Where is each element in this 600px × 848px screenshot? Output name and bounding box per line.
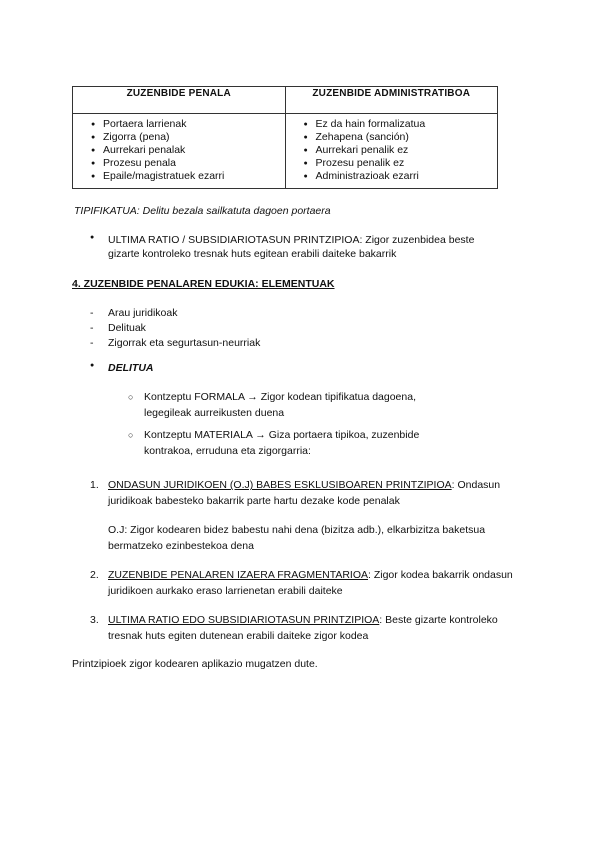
principles-list — [72, 477, 528, 644]
penala-list — [77, 118, 279, 183]
delitua-title: DELITUA — [108, 361, 154, 374]
list-item: - Zigorrak eta segurtasun-neurriak — [72, 336, 528, 351]
table-body-row — [73, 114, 498, 189]
elements-list — [72, 306, 528, 351]
list-item — [72, 427, 464, 459]
list-item: - Arau juridikoak — [72, 306, 528, 321]
item-number: 2. — [90, 569, 99, 582]
item-number: 1. — [90, 479, 99, 492]
list-item: ● Aurrekari penalik ez — [290, 144, 492, 157]
comparison-table — [72, 86, 498, 189]
document-page — [72, 86, 528, 672]
ultima-ratio-text: ULTIMA RATIO / SUBSIDIARIOTASUN PRINTZIPIOA: Zigor zuzenbidea beste gizarte kontroleko tresnak huts egitean erabili daiteke bakarrik — [108, 233, 475, 261]
concept-formala: Kontzeptu FORMALA → Zigor kodean tipifikatua dagoena, legegileak aurreikusten duena — [144, 391, 416, 420]
list-item: - Delituak — [72, 321, 528, 336]
list-item: ● Prozesu penala — [77, 157, 279, 170]
list-item: ● Aurrekari penalak — [77, 144, 279, 157]
list-item — [72, 389, 464, 421]
concept-materiala: Kontzeptu MATERIALA → Giza portaera tipikoa, zuzenbide kontrakoa, erruduna eta zigorgarria: — [144, 429, 420, 458]
list-item: ● Portaera larrienak — [77, 118, 279, 131]
circle-bullet-icon: ○ — [128, 392, 134, 403]
bullet-icon: ● — [90, 361, 95, 369]
delitua-heading — [72, 361, 528, 376]
item-number: 3. — [90, 614, 99, 627]
principle-title: ONDASUN JURIDIKOEN (O.J) BABES ESKLUSIBOAREN PRINTZIPIOA — [108, 479, 452, 492]
principle-item — [72, 612, 528, 644]
delitua-concepts-list — [72, 389, 528, 459]
header-zuzenbide-penala: ZUZENBIDE PENALA — [73, 87, 286, 114]
list-item: ● Zigorra (pena) — [77, 131, 279, 144]
principle-note: O.J: Zigor kodearen bidez babestu nahi dena (bizitza adb.), elkarbizitza baketsua bermatzeko ezinbestekoa dena — [108, 524, 486, 553]
list-item: ● Zehapena (sanción) — [290, 131, 492, 144]
table-header-row — [73, 87, 498, 114]
header-zuzenbide-administratiboa: ZUZENBIDE ADMINISTRATIBOA — [285, 87, 498, 114]
bullet-icon: ● — [90, 233, 95, 241]
section-heading: 4. ZUZENBIDE PENALAREN EDUKIA: ELEMENTUAK — [72, 278, 335, 291]
principle-title: ULTIMA RATIO EDO SUBSIDIARIOTASUN PRINTZIPIOA — [108, 614, 380, 627]
tipifikatua-definition: TIPIFIKATUA: Delitu bezala sailkatuta dagoen portaera — [74, 205, 331, 217]
list-item: ● Prozesu penalik ez — [290, 157, 492, 170]
principle-text: : Ondasun juridikoak babesteko bakarrik parte hartu dezake kode penalak — [108, 479, 501, 508]
principle-text: : Beste gizarte kontroleko tresnak huts egiten dutenean erabili daiteke zigor kodea — [108, 614, 498, 643]
ultima-ratio-paragraph — [72, 233, 508, 262]
principle-item — [72, 477, 528, 554]
penala-cell — [73, 114, 286, 189]
circle-bullet-icon: ○ — [128, 430, 134, 441]
principle-item — [72, 567, 528, 599]
list-item: ● Administrazioak ezarri — [290, 170, 492, 183]
list-item: ● Epaile/magistratuek ezarri — [77, 170, 279, 183]
principle-text: : Zigor kodea bakarrik ondasun juridikoen aurkako eraso larrienetan erabili daiteke — [108, 569, 513, 598]
administratiboa-list — [290, 118, 492, 183]
principle-title: ZUZENBIDE PENALAREN IZAERA FRAGMENTARIOA — [108, 569, 369, 582]
list-item: ● Ez da hain formalizatua — [290, 118, 492, 131]
administratiboa-cell — [285, 114, 498, 189]
closing-paragraph: Printzipioek zigor kodearen aplikazio mugatzen dute. — [72, 658, 318, 671]
